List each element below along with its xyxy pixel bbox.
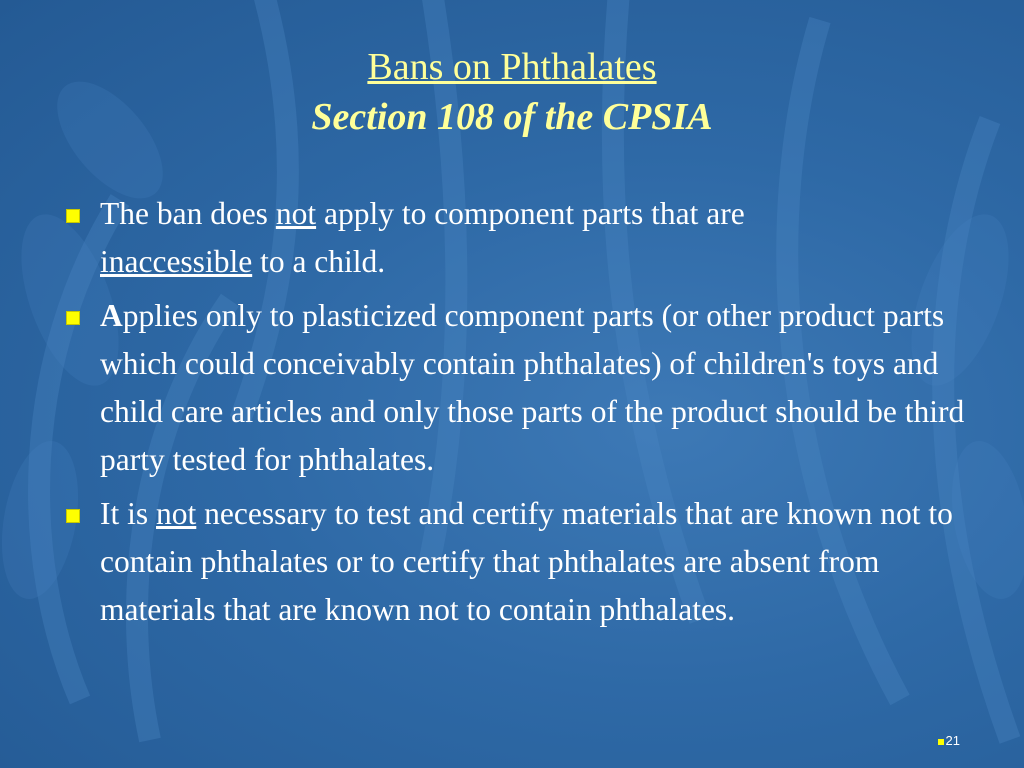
bullet-emphasis: not — [275, 196, 317, 231]
bullet-text: pplies only to plasticized component parts (or other product parts which could conceivably contain phthalates) of children's toys and child care articles and only those parts of the product should be third party tested for phthalates. — [100, 298, 965, 477]
bullet-text: It is — [100, 496, 157, 531]
square-bullet-icon — [66, 311, 80, 325]
page-number-text: 21 — [945, 733, 960, 748]
square-bullet-icon — [66, 209, 80, 223]
bullet-emphasis: inaccessible — [100, 244, 253, 279]
square-bullet-icon — [938, 739, 944, 745]
title-block — [0, 44, 1024, 144]
bullet-text: necessary to test and certify materials that are known not to contain phthalates or to certify that phthalates are absent from materials that are known not to contain phthalates. — [100, 496, 953, 627]
bullet-emphasis: A — [100, 298, 123, 333]
bullet-text: apply to component parts that are — [316, 196, 745, 231]
page-number — [938, 733, 960, 748]
slide-subtitle: Section 108 of the CPSIA — [311, 96, 713, 138]
bullet-text: to a child. — [252, 244, 386, 279]
bullet-emphasis: not — [156, 496, 197, 531]
bullet-text: The ban does — [100, 196, 276, 231]
bullet-list — [58, 190, 978, 640]
bullet-item — [58, 292, 978, 484]
slide-title: Bans on Phthalates — [367, 46, 657, 88]
square-bullet-icon — [66, 509, 80, 523]
bullet-item — [58, 190, 978, 286]
bullet-item — [58, 490, 978, 634]
